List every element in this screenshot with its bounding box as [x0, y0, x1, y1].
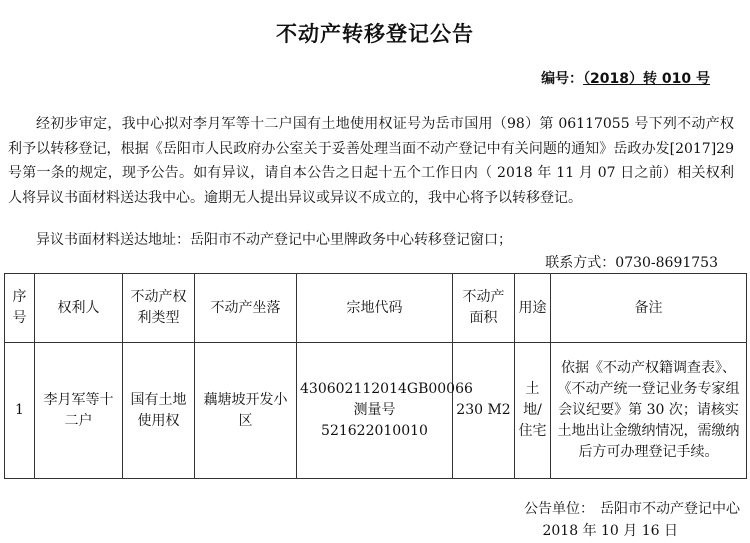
- cell-area: 230 M2: [453, 343, 515, 479]
- survey-number: 测量号 521622010010: [321, 402, 428, 439]
- doc-number-value: （2018）转 010 号: [583, 71, 710, 87]
- cell-location: 藕塘坡开发小区: [195, 343, 297, 479]
- header-seq: 序号: [5, 274, 35, 343]
- cell-remark: 依据《不动产权籍调查表》、《不动产统一登记业务专家组会议纪要》第 30 次；请核实土地出让金缴纳情况，需缴纳后方可办理登记手续。: [551, 343, 747, 479]
- header-right-type: 不动产权利类型: [123, 274, 195, 343]
- notice-title: 不动产转移登记公告: [276, 22, 474, 46]
- cell-use: 土地/住宅: [515, 343, 551, 479]
- cell-seq: 1: [5, 343, 35, 479]
- header-use: 用途: [515, 274, 551, 343]
- table-header-row: [5, 274, 747, 343]
- notice-body: 经初步审定，我中心拟对李月军等十二户国有土地使用权证号为岳市国用（98）第 06117055 号下列不动产权利予以转移登记，根据《岳阳市人民政府办公室关于妥善处理当面不动产登记中有关问题的通知》岳政办发[2017]29 号第一条的规定，现予公告。如有异议，请自本公告之日起十五个工作日内（ 2018 年 11 月 07 日之前）相关权利人将异议书面材料送达我中心。逾期无人提出异议或异议不成立的，我中心将予以转移登记。: [8, 116, 734, 206]
- objection-address: 异议书面材料送达地址：岳阳市不动产登记中心里牌政务中心转移登记窗口；: [36, 232, 512, 248]
- cell-holder: 李月军等十二户: [35, 343, 123, 479]
- issuing-unit: [524, 498, 740, 520]
- header-holder: 权利人: [35, 274, 123, 343]
- contact-info: 联系方式：0730-8691753: [545, 255, 718, 271]
- parcel-code: 430602112014GB00066: [300, 381, 473, 397]
- header-remark: 备注: [551, 274, 747, 343]
- header-parcel-code: 宗地代码: [297, 274, 453, 343]
- header-area: 不动产面积: [453, 274, 515, 343]
- table-row: [5, 343, 747, 479]
- doc-number-label: 编号：: [541, 71, 584, 87]
- issuing-unit-label: 公告单位：: [524, 501, 594, 517]
- notice-date: 2018 年 10 月 16 日: [542, 523, 678, 539]
- issuing-unit-name: 岳阳市不动产登记中心: [600, 501, 740, 517]
- cell-parcel-code: [297, 343, 473, 479]
- cell-right-type: 国有土地使用权: [123, 343, 195, 479]
- header-location: 不动产坐落: [195, 274, 297, 343]
- doc-number: [541, 68, 710, 88]
- property-table: [4, 273, 747, 479]
- notice-footer: [524, 498, 740, 542]
